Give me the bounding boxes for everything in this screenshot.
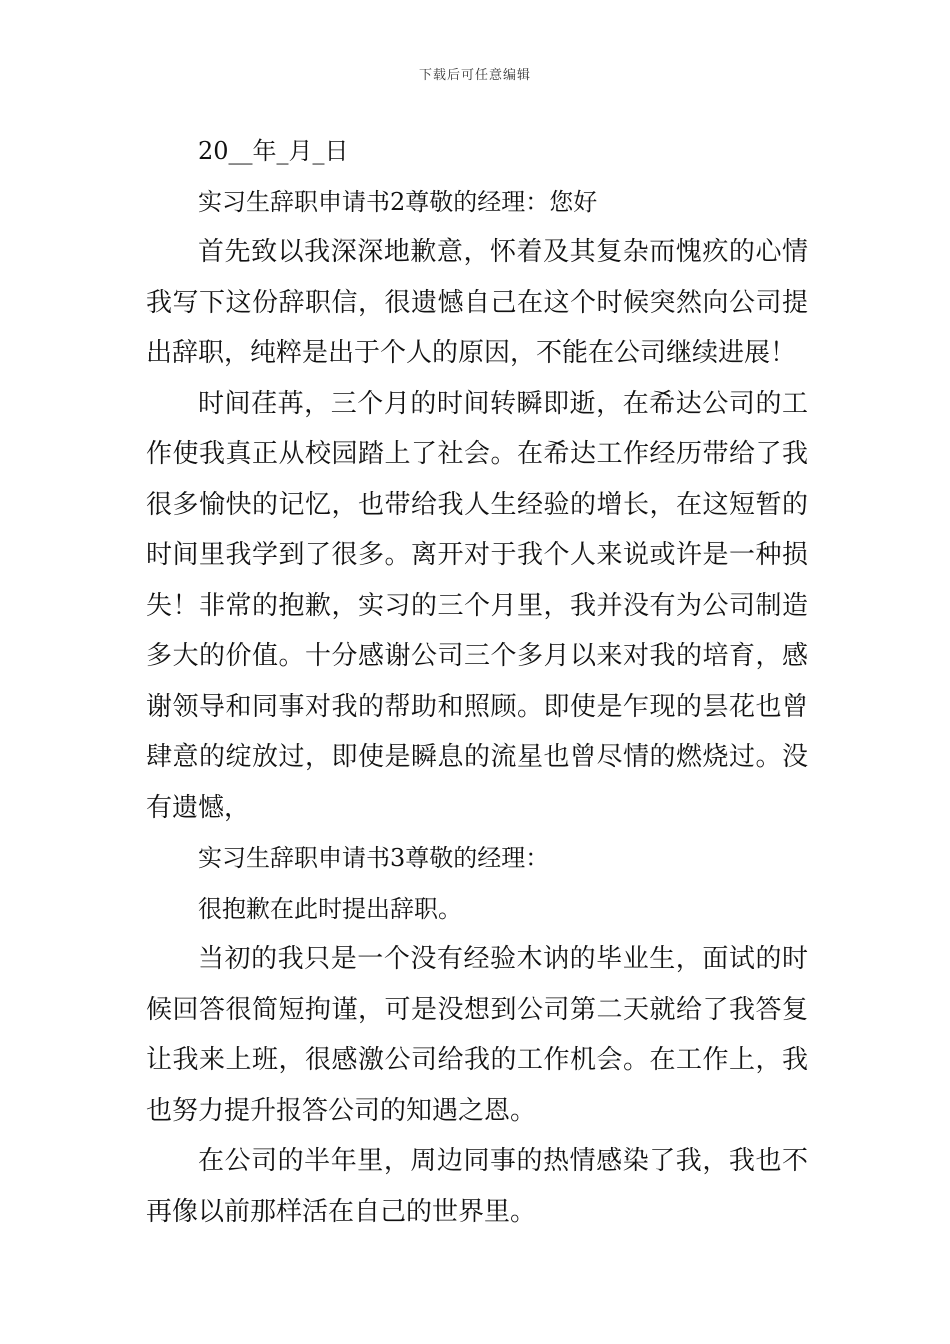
- paragraph-beginning: 当初的我只是一个没有经验木讷的毕业生，面试的时候回答很简短拘谨，可是没想到公司第二天就给了我答复让我来上班，很感激公司给我的工作机会。在工作上，我也努力提升报答公司的知遇之恩。: [146, 944, 808, 1126]
- letter-title-2: 实习生辞职申请书2尊敬的经理：您好: [198, 187, 598, 216]
- date-line: 20__年_月_日: [198, 137, 349, 165]
- paragraph-apology: 首先致以我深深地歉意，怀着及其复杂而愧疚的心情我写下这份辞职信，很遗憾自己在这个时候突然向公司提出辞职，纯粹是出于个人的原因，不能在公司继续进展！: [146, 237, 808, 368]
- paragraph-experience: 时间荏苒，三个月的时间转瞬即逝，在希达公司的工作使我真正从校园踏上了社会。在希达工作经历带给了我很多愉快的记忆，也带给我人生经验的增长，在这短暂的时间里我学到了很多。离开对于我个人来说或许是一种损失！非常的抱歉，实习的三个月里，我并没有为公司制造多大的价值。十分感谢公司三个多月以来对我的培育，感谢领导和同事对我的帮助和照顾。即使是乍现的昙花也曾肆意的绽放过，即使是瞬息的流星也曾尽情的燃烧过。没有遗憾，: [146, 388, 808, 823]
- paragraph-sorry: 很抱歉在此时提出辞职。: [198, 894, 462, 923]
- paragraph-half-year: 在公司的半年里，周边同事的热情感染了我，我也不再像以前那样活在自己的世界里。: [146, 1146, 808, 1227]
- letter-title-3: 实习生辞职申请书3尊敬的经理：: [198, 844, 550, 872]
- page-header: 下载后可任意编辑: [418, 68, 531, 83]
- document-body: [146, 126, 808, 1237]
